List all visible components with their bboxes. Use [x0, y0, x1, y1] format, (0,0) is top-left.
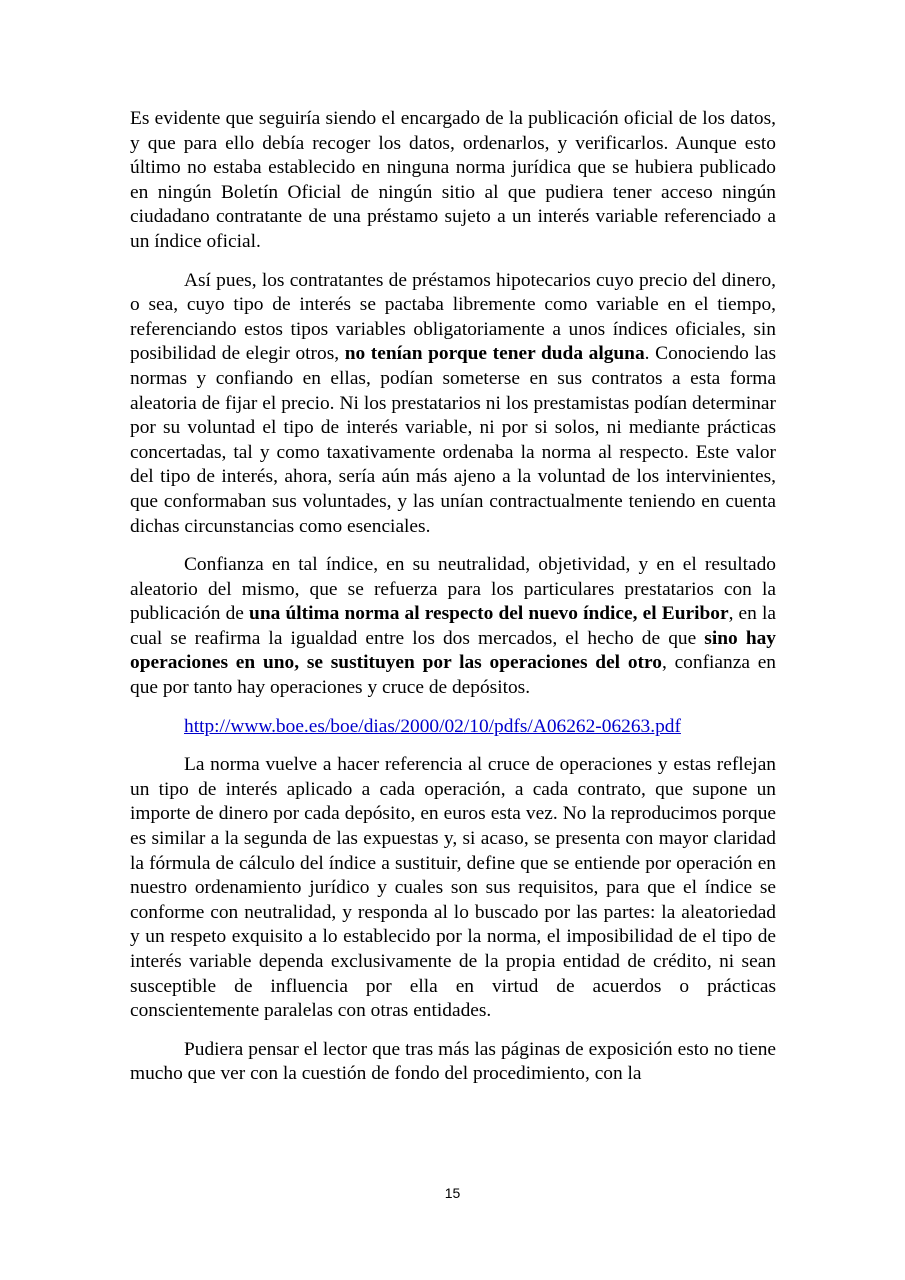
paragraph-3-bold-1: una última norma al respecto del nuevo índice, el Euribor [249, 603, 729, 625]
paragraph-5-text: Pudiera pensar el lector que tras más las páginas de exposición esto no tiene mucho que ver con la cuestión de fondo del procedimiento, con la [130, 1038, 776, 1085]
paragraph-1 [130, 107, 776, 255]
paragraph-3 [130, 553, 776, 701]
paragraph-1-text: Es evidente que seguiría siendo el encargado de la publicación oficial de los datos, y que para ello debía recoger los datos, ordenarlos, y verificarlos. Aunque esto último no estaba establecido en ninguna norma jurídica que se hubiera publicado en ningún Boletín Oficial de ningún sitio al que pudiera tener acceso ningún ciudadano contratante de una préstamo sujeto a un interés variable referenciado a un índice oficial. [130, 108, 776, 252]
page-number: 15 [444, 1185, 461, 1201]
boe-link[interactable]: http://www.boe.es/boe/dias/2000/02/10/pdfs/A06262-06263.pdf [184, 715, 681, 737]
paragraph-3-text-2: , en la cual se reafirma la igualdad entre los dos mercados, el hecho de que [130, 603, 776, 649]
paragraph-2-bold-1: no tenían porque tener duda alguna [344, 343, 645, 365]
paragraph-2 [130, 269, 776, 540]
paragraph-2-text-1: Así pues, los contratantes de préstamos hipotecarios cuyo precio del dinero, o sea, cuyo tipo de interés se pactaba libremente como variable en el tiempo, referenciando estos tipos variables obligatoriamente a unos índices oficiales, sin posibilidad de elegir otros, [130, 269, 776, 365]
paragraph-2-text-2: . Conociendo las normas y confiando en ellas, podían someterse en sus contratos a esta forma aleatoria de fijar el precio. Ni los prestatarios ni los prestamistas podían determinar por su voluntad el tipo de interés variable, ni por si solos, ni mediante prácticas concertadas, tal y como taxativamente ordenaba la norma al respecto. Este valor del tipo de interés, ahora, sería aún más ajeno a la voluntad de los intervinientes, que conformaban sus voluntades, y las unían contractualmente teniendo en cuenta dichas circunstancias como esenciales. [130, 343, 776, 537]
paragraph-5 [130, 1038, 776, 1087]
paragraph-3-text-3: , confianza en que por tanto hay operaciones y cruce de depósitos. [130, 652, 777, 699]
document-body [130, 107, 776, 1101]
paragraph-4-text: La norma vuelve a hacer referencia al cruce de operaciones y estas reflejan un tipo de interés aplicado a cada operación, a cada contrato, que supone un importe de dinero por cada depósito, en euros esta vez. No la reproducimos porque es similar a la segunda de las expuestas y, si acaso, se presenta con mayor claridad la fórmula de cálculo del índice a sustituir, define que se entiende por operación en nuestro ordenamiento jurídico y cuales son sus requisitos, para que el índice se conforme con neutralidad, y responda al lo buscado por las partes: la aleatoriedad y un respeto exquisito a lo establecido por la norma, el imposibilidad de el tipo de interés variable dependa exclusivamente de la propia entidad de crédito, ni sean susceptible de influencia por ella en virtud de acuerdos o prácticas conscientemente paralelas con otras entidades. [130, 754, 776, 1022]
paragraph-3-bold-2: sino hay operaciones en uno, se sustituyen por las operaciones del otro [130, 627, 776, 674]
paragraph-4 [130, 753, 776, 1024]
boe-link-line [130, 715, 776, 740]
paragraph-3-text-1: Confianza en tal índice, en su neutralidad, objetividad, y en el resultado aleatorio del mismo, que se refuerza para los particulares prestatarios con la publicación de [130, 554, 776, 625]
